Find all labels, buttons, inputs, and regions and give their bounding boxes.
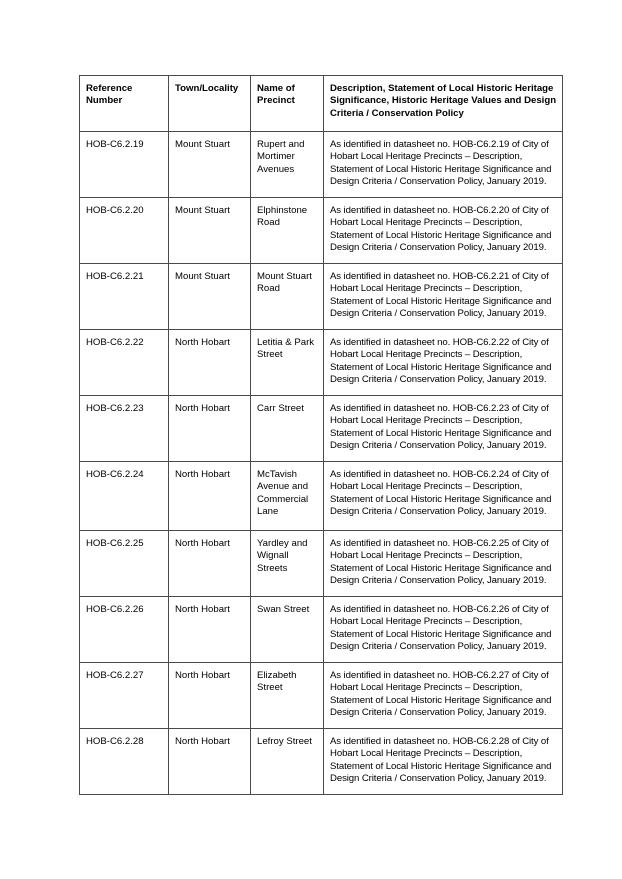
- table-row: [80, 396, 563, 462]
- cell-precinct-name: Lefroy Street: [251, 729, 324, 795]
- cell-town: North Hobart: [169, 531, 251, 597]
- cell-town: Mount Stuart: [169, 264, 251, 330]
- cell-precinct-name: McTavish Avenue and Commercial Lane: [251, 462, 324, 531]
- cell-description: As identified in datasheet no. HOB-C6.2.27 of City of Hobart Local Heritage Precincts – Description, Statement of Local Historic Heritage Significance and Design Criteria / Conservation Policy, January 2019.: [324, 663, 563, 729]
- cell-precinct-name: Swan Street: [251, 597, 324, 663]
- table-row: [80, 132, 563, 198]
- cell-reference: HOB-C6.2.19: [80, 132, 169, 198]
- table-row: [80, 531, 563, 597]
- cell-town: North Hobart: [169, 597, 251, 663]
- cell-town: Mount Stuart: [169, 198, 251, 264]
- cell-description: As identified in datasheet no. HOB-C6.2.24 of City of Hobart Local Heritage Precincts – Description, Statement of Local Historic Heritage Significance and Design Criteria / Conservation Policy, January 2019.: [324, 462, 563, 531]
- cell-reference: HOB-C6.2.27: [80, 663, 169, 729]
- cell-precinct-name: Carr Street: [251, 396, 324, 462]
- cell-description: As identified in datasheet no. HOB-C6.2.19 of City of Hobart Local Heritage Precincts – Description, Statement of Local Historic Heritage Significance and Design Criteria / Conservation Policy, January 2019.: [324, 132, 563, 198]
- cell-reference: HOB-C6.2.21: [80, 264, 169, 330]
- cell-town: North Hobart: [169, 462, 251, 531]
- cell-precinct-name: Mount Stuart Road: [251, 264, 324, 330]
- header-description: Description, Statement of Local Historic Heritage Significance, Historic Heritage Values and Design Criteria / Conservation Policy: [324, 76, 563, 132]
- heritage-precincts-table: [79, 75, 563, 795]
- table-row: [80, 663, 563, 729]
- cell-precinct-name: Elphinstone Road: [251, 198, 324, 264]
- cell-town: Mount Stuart: [169, 132, 251, 198]
- cell-reference: HOB-C6.2.24: [80, 462, 169, 531]
- cell-town: North Hobart: [169, 663, 251, 729]
- cell-precinct-name: Letitia & Park Street: [251, 330, 324, 396]
- cell-description: As identified in datasheet no. HOB-C6.2.21 of City of Hobart Local Heritage Precincts – Description, Statement of Local Historic Heritage Significance and Design Criteria / Conservation Policy, January 2019.: [324, 264, 563, 330]
- header-name-of-precinct: Name of Precinct: [251, 76, 324, 132]
- table-row: [80, 597, 563, 663]
- cell-precinct-name: Rupert and Mortimer Avenues: [251, 132, 324, 198]
- table-row: [80, 729, 563, 795]
- cell-description: As identified in datasheet no. HOB-C6.2.28 of City of Hobart Local Heritage Precincts – Description, Statement of Local Historic Heritage Significance and Design Criteria / Conservation Policy, January 2019.: [324, 729, 563, 795]
- cell-reference: HOB-C6.2.22: [80, 330, 169, 396]
- cell-reference: HOB-C6.2.20: [80, 198, 169, 264]
- table-row: [80, 264, 563, 330]
- header-town-locality: Town/Locality: [169, 76, 251, 132]
- cell-reference: HOB-C6.2.25: [80, 531, 169, 597]
- cell-reference: HOB-C6.2.28: [80, 729, 169, 795]
- cell-description: As identified in datasheet no. HOB-C6.2.22 of City of Hobart Local Heritage Precincts – Description, Statement of Local Historic Heritage Significance and Design Criteria / Conservation Policy, January 2019.: [324, 330, 563, 396]
- cell-town: North Hobart: [169, 396, 251, 462]
- cell-precinct-name: Yardley and Wignall Streets: [251, 531, 324, 597]
- cell-description: As identified in datasheet no. HOB-C6.2.20 of City of Hobart Local Heritage Precincts – Description, Statement of Local Historic Heritage Significance and Design Criteria / Conservation Policy, January 2019.: [324, 198, 563, 264]
- table-row: [80, 330, 563, 396]
- cell-description: As identified in datasheet no. HOB-C6.2.25 of City of Hobart Local Heritage Precincts – Description, Statement of Local Historic Heritage Significance and Design Criteria / Conservation Policy, January 2019.: [324, 531, 563, 597]
- table-row: [80, 198, 563, 264]
- table-row: [80, 462, 563, 531]
- cell-town: North Hobart: [169, 729, 251, 795]
- header-reference-number: Reference Number: [80, 76, 169, 132]
- cell-town: North Hobart: [169, 330, 251, 396]
- cell-description: As identified in datasheet no. HOB-C6.2.26 of City of Hobart Local Heritage Precincts – Description, Statement of Local Historic Heritage Significance and Design Criteria / Conservation Policy, January 2019.: [324, 597, 563, 663]
- cell-description: As identified in datasheet no. HOB-C6.2.23 of City of Hobart Local Heritage Precincts – Description, Statement of Local Historic Heritage Significance and Design Criteria / Conservation Policy, January 2019.: [324, 396, 563, 462]
- cell-precinct-name: Elizabeth Street: [251, 663, 324, 729]
- cell-reference: HOB-C6.2.26: [80, 597, 169, 663]
- cell-reference: HOB-C6.2.23: [80, 396, 169, 462]
- table-header-row: [80, 76, 563, 132]
